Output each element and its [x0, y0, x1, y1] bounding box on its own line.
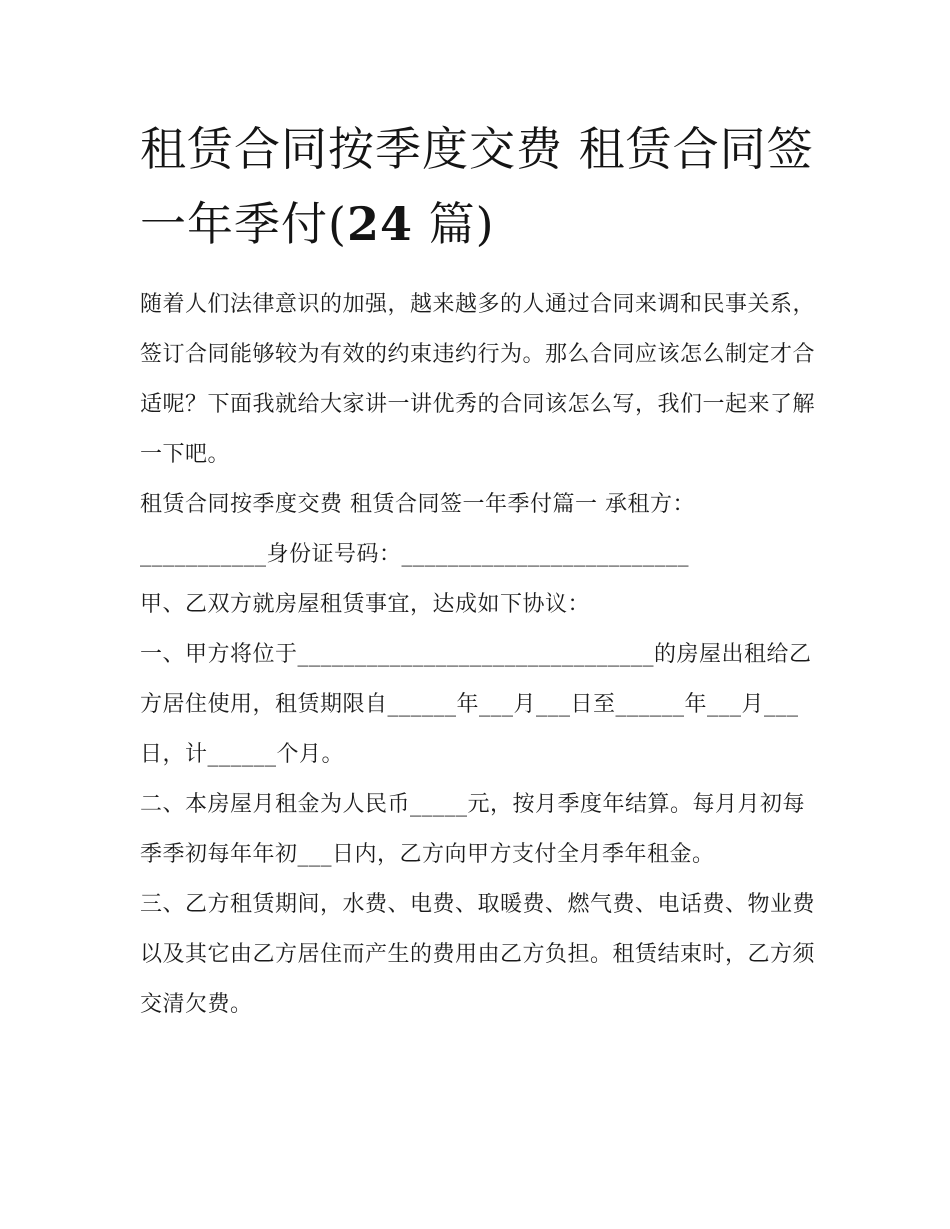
section-heading-lessee: 租赁合同按季度交费 租赁合同签一年季付篇一 承租方：___________身份证号码：_________________________: [140, 492, 695, 567]
title-text: 租赁合同按季度交费 租赁合同签一年季付(: [140, 122, 814, 251]
clause-two: 二、本房屋月租金为人民币_____元，按月季度年结算。每月月初每季季初每年年初___日内，乙方向甲方支付全月季年租金。: [140, 792, 806, 867]
clause-three: 三、乙方租赁期间，水费、电费、取暖费、燃气费、电话费、物业费以及其它由乙方居住而产生的费用由乙方负担。租赁结束时，乙方须交清欠费。: [140, 892, 816, 1017]
clause-one: 一、甲方将位于_______________________________的房屋出租给乙方居住使用，租赁期限自______年___月___日至______年___月___日，计______个月。: [140, 642, 812, 767]
title-suffix: 篇): [412, 197, 495, 251]
intro-paragraph: 随着人们法律意识的加强，越来越多的人通过合同来调和民事关系，签订合同能够较为有效的约束违约行为。那么合同应该怎么制定才合适呢？下面我就给大家讲一讲优秀的合同该怎么写，我们一起来了解一下吧。: [140, 292, 816, 467]
document-title: [140, 112, 820, 262]
title-count: 24: [346, 197, 413, 251]
agreement-paragraph: 甲、乙双方就房屋租赁事宜，达成如下协议：: [140, 592, 591, 617]
document-body: [140, 280, 820, 1030]
